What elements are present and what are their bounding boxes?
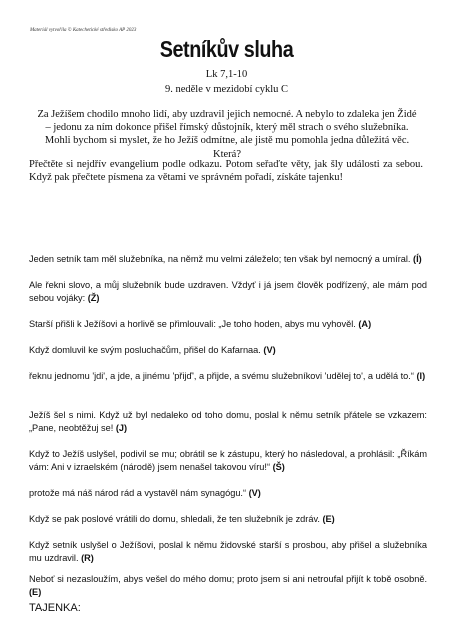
bible-reference: Lk 7,1-10 (205, 69, 248, 80)
sentence-item (29, 513, 427, 526)
liturgical-sunday: 9. neděle v mezidobí cyklu C (164, 84, 289, 95)
sentence-text: protože má náš národ rád a vystavěl nám synagógu.“ (29, 488, 247, 498)
sentence-letter: (Í) (413, 254, 422, 264)
sentence-letter: (I) (416, 371, 426, 381)
sentence-text: Když setník uslyšel o Ježíšovi, poslal k němu židovské starší s prosbou, aby přišel a služebníka mu uzdravil. (29, 540, 427, 563)
sentence-item (29, 487, 427, 500)
sentence-text: Neboť si nezasloužím, abys vešel do mého domu; proto jsem si ani netroufal přijít k tobě osobně. (29, 574, 427, 584)
sentence-letter: (A) (358, 319, 372, 329)
sentence-item (29, 318, 427, 331)
sentence-text: Ježíš šel s nimi. Když už byl nedaleko od toho domu, poslal k němu setník přátele se vzkazem: „Pane, neobtěžuj se! (29, 410, 427, 433)
page-title: Setníkův sluha (159, 36, 294, 62)
tajenka-label: TAJENKA: (29, 602, 81, 614)
sentence-text: řeknu jednomu 'jdi', a jde, a jinému 'přijď', a přijde, a svému služebníkovi 'udělej to', a udělá to.“ (29, 371, 414, 381)
sentence-letter: (J) (115, 422, 128, 433)
sentence-text: Starší přišli k Ježíšovi a horlivě se přimlouvali: „Je toho hoden, abys mu vyhověl. (29, 319, 356, 329)
sentence-letter: (Š) (272, 461, 285, 472)
sentence-text: Ale řekni slovo, a můj služebník bude uzdraven. Vždyť i já jsem člověk podřízený, ale mám pod sebou vojáky: (29, 280, 427, 303)
sentence-text: Jeden setník tam měl služebníka, na němž mu velmi záleželo; ten však byl nemocný a umíral. (29, 254, 411, 264)
sentence-text: Když se pak poslové vrátili do domu, shledali, že ten služebník je zdráv. (29, 514, 320, 524)
sentence-item (29, 370, 427, 383)
sentence-item (29, 344, 427, 357)
sentence-text: Když domluvil ke svým posluchačům, přišel do Kafarnaa. (29, 345, 261, 355)
sentence-letter: (Ž) (87, 292, 100, 303)
sentence-item (29, 279, 427, 305)
sentence-item (29, 448, 427, 474)
intro-paragraph: Za Ježíšem chodilo mnoho lidí, aby uzdravil jejich nemocné. A nebylo to zdaleka jen Židé – jedonu za ním dokonce přišel římský důstojník, který měl strach o svého služebníka. Mohli bychom si myslet, že ho Ježíš odmítne, ale jistě mu pomohla jedna důležitá věc. Která? (37, 109, 417, 160)
sentence-item (29, 539, 427, 565)
sentence-letter: (R) (81, 552, 94, 563)
sentence-letter: (E) (322, 514, 335, 524)
sentence-letter: (V) (263, 345, 276, 355)
sentence-text: Když to Ježíš uslyšel, podivil se mu; obrátil se k zástupu, který ho následoval, a prohlásil: „Říkám vám: Ani v izraelském (národě) jsem nenašel takovou víru!“ (29, 449, 427, 472)
sentence-letter: (V) (248, 488, 261, 498)
copyright-note: Materiál vytvořila © Katechetické středisko AP 2023 (30, 28, 137, 33)
sentence-item (29, 573, 427, 599)
sentence-letter: (E) (29, 586, 42, 597)
sentence-item (29, 409, 427, 435)
instructions-paragraph: Přečtěte si nejdřív evangelium podle odkazu. Potom seřaďte věty, jak šly události za sebou. Když pak přečtete písmena za větami ve správném pořadí, získáte tajenku! (29, 159, 423, 184)
sentence-item (29, 253, 427, 266)
